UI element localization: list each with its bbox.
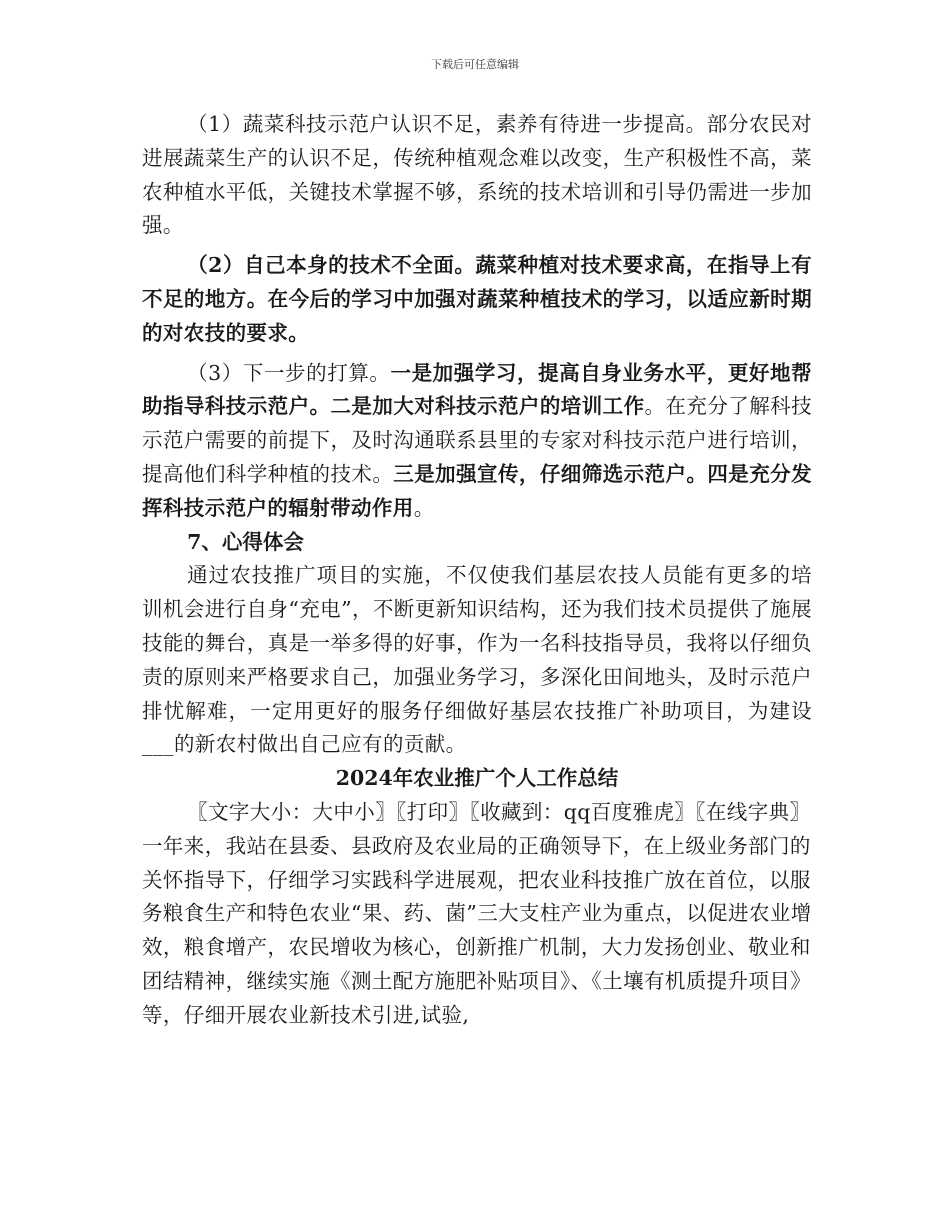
next-steps-end: 。 xyxy=(413,495,435,520)
paragraph-next-steps xyxy=(142,357,812,526)
next-steps-bold-1: 一是加强学习，提高自身业务水平，更好地帮助指导科技示范户。二是加大对科技示范户的培训工作 xyxy=(142,360,812,419)
paragraph-summary: 〖文字大小：大中小〗〖打印〗〖收藏到：qq百度雅虎〗〖在线字典〗一年来，我站在县委、县政府及农业局的正确领导下，在上级业务部门的关怀指导下，仔细学习实践科学进展观，把农业科技推广放在首位，以服务粮食生产和特色农业“果、药、菌”三大支柱产业为重点，以促进农业增效，粮食增产，农民增收为核心，创新推广机制，大力发扬创业、敬业和团结精神，继续实施《测土配方施肥补贴项目》、《土壤有机质提升项目》等，仔细开展农业新技术引进,试验, xyxy=(142,799,812,1027)
next-steps-lead: （3）下一步的打算。 xyxy=(187,360,391,385)
document-body xyxy=(142,108,812,1033)
section-heading-experience: 7、心得体会 xyxy=(187,529,304,554)
paragraph-awareness: （1）蔬菜科技示范户认识不足，素养有待进一步提高。部分农民对进展蔬菜生产的认识不足，传统种植观念难以改变，生产积极性不高，菜农种植水平低，关键技术掌握不够，系统的技术培训和引导仍需进一步加强。 xyxy=(142,112,812,238)
page-header-note: 下载后可任意编辑 xyxy=(431,58,519,71)
next-steps-plain: 。在充分了解科技示范户需要的前提下，及时沟通联系县里的专家对科技示范户进行培训，提高他们科学种植的技术。 xyxy=(142,394,812,486)
paragraph-technique: （2）自己本身的技术不全面。蔬菜种植对技术要求高，在指导上有不足的地方。在今后的学习中加强对蔬菜种植技术的学习，以适应新时期的对农技的要求。 xyxy=(142,253,812,345)
next-steps-bold-2: 三是加强宣传，仔细筛选示范户。四是充分发挥科技示范户的辐射带动作用 xyxy=(142,461,812,520)
document-title: 2024年农业推广个人工作总结 xyxy=(335,766,619,791)
paragraph-experience: 通过农技推广项目的实施，不仅使我们基层农技人员能有更多的培训机会进行自身“充电”，不断更新知识结构，还为我们技术员提供了施展技能的舞台，真是一举多得的好事，作为一名科技指导员，我将以仔细负责的原则来严格要求自己，加强业务学习，多深化田间地头，及时示范户排忧解难，一定用更好的服务仔细做好基层农技推广补助项目，为建设___的新农村做出自己应有的贡献。 xyxy=(142,563,812,757)
